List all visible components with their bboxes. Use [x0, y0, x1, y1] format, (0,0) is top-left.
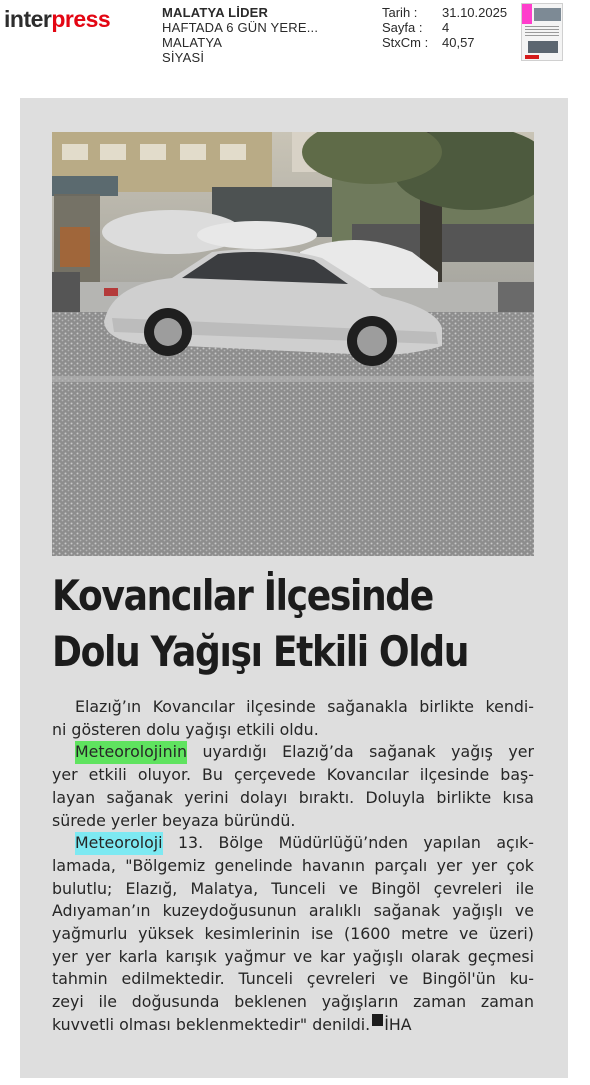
article-word: ni gösteren dolu yağışı etkili oldu.: [52, 719, 319, 739]
article-word: havanın: [301, 855, 365, 875]
article-word: oluyor.: [137, 765, 192, 785]
article-body: [52, 696, 534, 1037]
article-word: tahmin: [52, 969, 108, 989]
end-mark-icon: [372, 1014, 383, 1026]
article-word: yağışlı: [352, 946, 404, 966]
article-word: Müdürlüğü’nden: [278, 833, 408, 853]
article-word: aralıklı: [308, 901, 362, 921]
article-word: karla: [118, 946, 158, 966]
article-word: yer: [85, 946, 111, 966]
article-word: çevreleri: [306, 969, 376, 989]
meta-size-label: StxCm :: [382, 35, 429, 50]
article-word: çok: [506, 855, 534, 875]
article-word: Kovancılar: [326, 765, 409, 785]
article-word: karışık: [165, 946, 217, 966]
article-word: lamada,: [52, 855, 116, 875]
article-word: yağışlı: [452, 901, 503, 921]
article-word: sağanakla: [327, 697, 408, 716]
article-word: ilçesinde: [246, 697, 316, 716]
meta-size-row: [382, 35, 507, 50]
article-photo: [52, 132, 534, 556]
article-word: yer: [52, 946, 78, 966]
article-word: yer: [508, 742, 534, 762]
article-word: Tunceli: [271, 878, 326, 898]
article-word: ise: [310, 924, 334, 944]
article-word: parçalı: [374, 855, 428, 875]
article-word: etkili: [88, 765, 127, 785]
article-word: ile: [515, 878, 534, 898]
article-word: ve: [459, 924, 479, 944]
article-line: [52, 810, 534, 833]
article-word: sağanak: [373, 901, 441, 921]
thumbnail-photo: [534, 8, 561, 21]
article-word: açık-: [496, 833, 534, 853]
article-line: [52, 787, 534, 810]
highlighted-keyword: Meteorolojinin: [75, 741, 187, 764]
article-word: Malatya,: [190, 878, 259, 898]
meta-size-value: 40,57: [442, 35, 475, 50]
article-line: [52, 878, 534, 901]
article-word: yağmurlu: [52, 924, 128, 944]
article-word: sağanak: [106, 787, 173, 807]
article-word: Bu: [202, 765, 223, 785]
meta-page-value: 4: [442, 20, 450, 35]
article-word: 13.: [177, 833, 204, 853]
article-word: "Bölgemiz: [125, 855, 206, 875]
article-word: beklenen: [234, 992, 307, 1012]
thumbnail-marker-red: [525, 55, 539, 59]
article-word: kısa: [502, 787, 534, 807]
article-word: yüksek: [138, 924, 194, 944]
article-word: doğusunda: [131, 992, 220, 1012]
article-word: yer: [436, 855, 463, 875]
article-line: [52, 968, 534, 991]
article-word: yağış: [451, 742, 493, 762]
article-headline: [52, 568, 482, 680]
interpress-logo: [4, 6, 110, 33]
article-word: olarak: [410, 946, 461, 966]
logo-accent-text: press: [51, 6, 111, 32]
article-line: [52, 741, 534, 764]
highlighted-keyword: Meteoroloji: [75, 832, 163, 855]
thumbnail-text: [525, 26, 559, 38]
article-line: [52, 832, 534, 855]
meta-date-value: 31.10.2025: [442, 5, 508, 20]
article-line: [52, 946, 534, 969]
article-word: sürede yerler beyaza büründü.: [52, 810, 296, 830]
article-word: ve: [293, 946, 313, 966]
meta-page-label: Sayfa :: [382, 20, 423, 35]
publication-city: MALATYA: [162, 35, 223, 50]
article-word: zaman: [480, 992, 534, 1012]
article-word: geçmesi: [467, 946, 534, 966]
article-word: baş-: [500, 765, 534, 785]
meta-date-row: [382, 5, 507, 20]
article-line: [52, 900, 534, 923]
news-clipping: [20, 98, 568, 1078]
article-word: ku-: [509, 969, 534, 989]
article-word: Kovancılar: [152, 697, 235, 716]
article-word: ve: [514, 901, 534, 921]
article-word: ve: [338, 878, 358, 898]
publication-info: [162, 5, 318, 65]
article-word: üzeri): [488, 924, 534, 944]
article-word: Elazığ’ın: [75, 697, 142, 716]
article-word: yağmur: [224, 946, 286, 966]
article-word: bıraktı.: [298, 787, 355, 807]
thumbnail-marker: [522, 4, 532, 24]
thumbnail-photo-2: [528, 41, 558, 53]
publication-category: SİYASİ: [162, 50, 205, 65]
article-line: [52, 855, 534, 878]
article-word: kendi-: [485, 697, 534, 716]
article-word: ile: [98, 992, 117, 1012]
article-word: uyardığı: [202, 742, 267, 762]
publication-name: MALATYA LİDER: [162, 5, 269, 20]
article-word: ve: [389, 969, 409, 989]
article-word: yapılan: [423, 833, 481, 853]
article-word: dolayı: [239, 787, 288, 807]
article-word: (1600: [344, 924, 391, 944]
article-word: yerini: [184, 787, 229, 807]
article-word: kesimlerinin: [204, 924, 301, 944]
article-word: birlikte: [436, 787, 492, 807]
news-agency: İHA: [384, 1014, 412, 1034]
meta-page-row: [382, 20, 507, 35]
article-word: zaman: [413, 992, 467, 1012]
clipping-meta: [382, 5, 507, 50]
article-word: birlikte: [419, 697, 475, 716]
article-word: Bingöl: [371, 878, 421, 898]
article-word: çevreleri: [433, 878, 503, 898]
article-line: [52, 696, 534, 719]
article-word: ilçesinde: [419, 765, 490, 785]
publication-frequency: HAFTADA 6 GÜN YERE...: [162, 20, 319, 35]
article-word: Tunceli: [238, 969, 293, 989]
article-word: bulutlu;: [52, 878, 113, 898]
article-word: Elazığ’da: [282, 742, 354, 762]
article-word: yer: [471, 855, 498, 875]
article-word: layan: [52, 787, 96, 807]
article-word: Elazığ,: [125, 878, 178, 898]
article-word: kuzeydoğusunun: [162, 901, 297, 921]
article-word: çerçevede: [233, 765, 316, 785]
article-word: Bölge: [218, 833, 264, 853]
article-line: [52, 923, 534, 946]
meta-date-label: Tarih :: [382, 5, 418, 20]
article-word: Doluyla: [365, 787, 426, 807]
article-word: edilmektedir.: [121, 969, 225, 989]
logo-text: inter: [4, 6, 52, 32]
article-word: yer: [52, 765, 78, 785]
headline-line: Kovancılar İlçesinde: [52, 571, 433, 620]
article-word: sağanak: [369, 742, 436, 762]
article-word: Bingöl'ün: [422, 969, 496, 989]
article-line: [52, 991, 534, 1014]
article-word: kar: [319, 946, 346, 966]
page-thumbnail[interactable]: [521, 3, 563, 61]
article-word: kuvvetli olması beklenmektedir" denildi.: [52, 1014, 371, 1034]
article-word: zeyi: [52, 992, 84, 1012]
article-line: [52, 719, 534, 742]
article-line: [52, 1014, 534, 1037]
article-word: Adıyaman’ın: [52, 901, 151, 921]
article-line: [52, 764, 534, 787]
article-word: genelinde: [214, 855, 293, 875]
article-word: yağışların: [321, 992, 399, 1012]
headline-line: Dolu Yağışı Etkili Oldu: [52, 627, 469, 676]
article-word: metre: [401, 924, 449, 944]
